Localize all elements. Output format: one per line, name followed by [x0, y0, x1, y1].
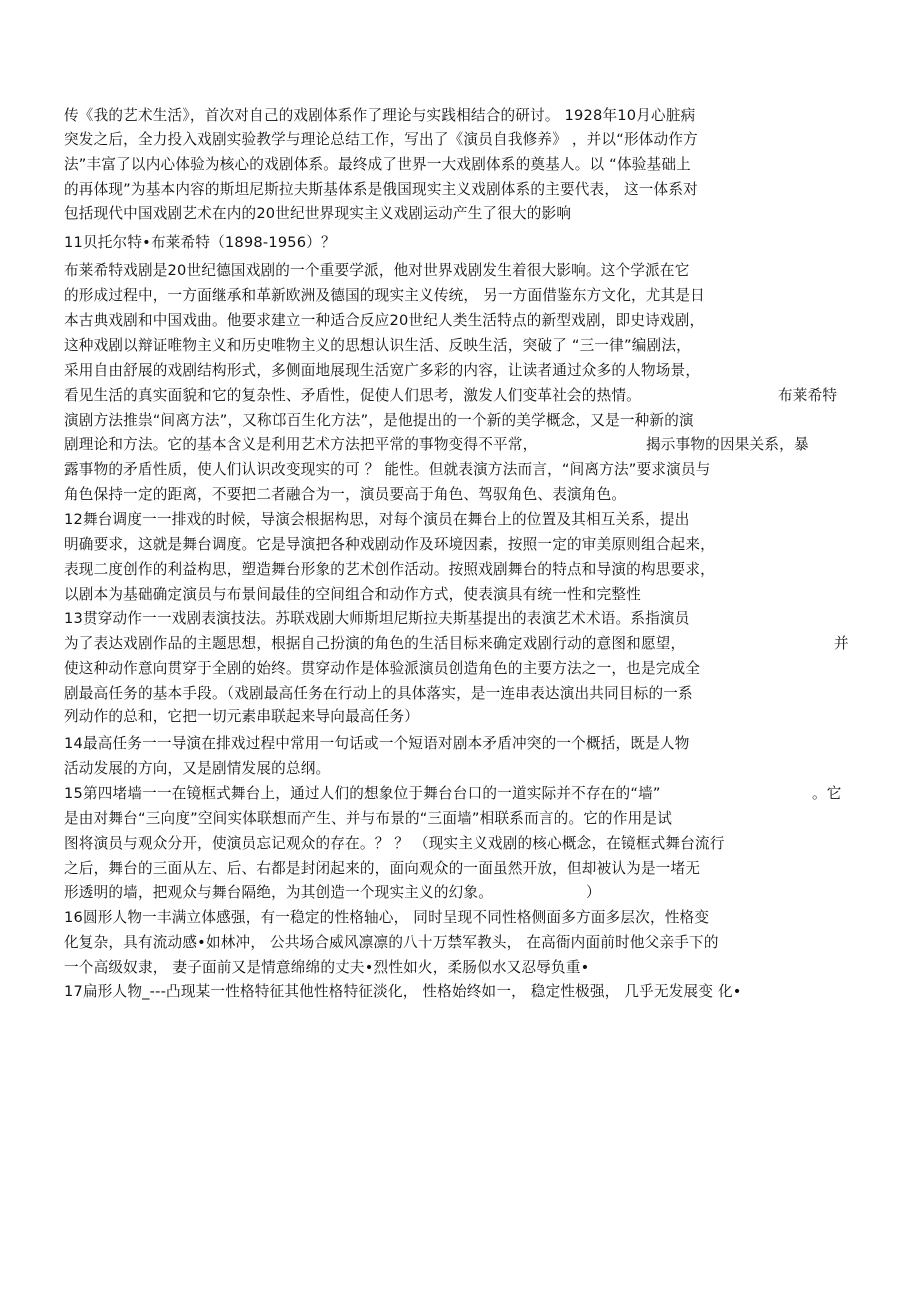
text-line: 17扁形人物_---凸现某一性格特征其他性格特征淡化， 性格始终如一， 稳定性极强， 几乎无发展变 化•: [64, 983, 742, 1000]
text-fragment: 布莱希特: [778, 387, 838, 404]
text-line: [64, 435, 856, 455]
text-line: 的再体现”为基本内容的斯坦尼斯拉夫斯基体系是俄国现实主义戏剧体系的主要代表， 这一体系对: [64, 181, 698, 198]
text-line: 露事物的矛盾性质，使人们认识改变现实的可 ？ 能性。但就表演方法而言，“间离方法”要求演员与: [64, 461, 711, 478]
text-line: 之后，舞台的三面从左、后、右都是封闭起来的，面向观众的一面虽然开放，但却被认为是一堵无: [64, 860, 701, 877]
text-line: [64, 634, 856, 654]
text-line: 突发之后，全力投入戏剧实验教学与理论总结工作，写出了《演员自我修养》 ，并以“形体动作方: [64, 131, 698, 148]
text-line: 是由对舞台“三向度”空间实体联想而产生、并与布景的“三面墙”相联系而言的。它的作用是试: [64, 810, 673, 827]
text-fragment: 形透明的墙，把观众与舞台隔绝，为其创造一个现实主义的幻象。: [64, 884, 494, 901]
text-line: 化复杂，具有流动感•如林冲， 公共场合威风凛凛的八十万禁军教头， 在高衙内面前时他父亲手下的: [64, 934, 719, 951]
text-line: 使这种动作意向贯穿于全剧的始终。贯穿动作是体验派演员创造角色的主要方法之一，也是完成全: [64, 660, 701, 677]
text-line: 采用自由舒展的戏剧结构形式，多侧面地展现生活宽广多彩的内容，让读者通过众多的人物场景，: [64, 362, 701, 379]
section-heading: 11贝托尔特•布莱希特（1898-1956）？: [64, 234, 336, 251]
text-fragment: 揭示事物的因果关系，暴: [646, 436, 809, 453]
text-fragment: 并: [834, 635, 849, 652]
text-fragment: 看见生活的真实面貌和它的复杂性、矛盾性，促使人们思考，激发人们变革社会的热情。: [64, 387, 641, 404]
text-line: 法”丰富了以内心体验为核心的戏剧体系。最终成了世界一大戏剧体系的奠基人。以 “体验基础上: [64, 156, 691, 173]
text-fragment: 剧理论和方法。它的基本含义是利用艺术方法把平常的事物变得不平常，: [64, 436, 538, 453]
text-line: 传《我的艺术生活》，首次对自己的戏剧体系作了理论与实践相结合的研讨。 1928年10月心脏病: [64, 107, 696, 124]
text-line: 13贯穿动作一一戏剧表演技法。苏联戏剧大师斯坦尼斯拉夫斯基提出的表演艺术术语。系指演员: [64, 610, 690, 627]
text-line: 图将演员与观众分开，使演员忘记观众的存在。？ ？ （现实主义戏剧的核心概念，在镜框式舞台流行: [64, 835, 725, 852]
text-line: 的形成过程中，一方面继承和革新欧洲及德国的现实主义传统， 另一方面借鉴东方文化，尤其是日: [64, 287, 705, 304]
text-line: 这种戏剧以辩证唯物主义和历史唯物主义的思想认识生活、反映生活，突破了 “三一律”编剧法，: [64, 337, 691, 354]
text-line: 角色保持一定的距离，不要把二者融合为一，演员要高于角色、驾驭角色、表演角色。: [64, 486, 627, 503]
text-line: [64, 883, 856, 903]
text-line: [64, 386, 856, 406]
text-fragment: 。它: [812, 785, 842, 802]
text-fragment: ）: [586, 884, 601, 901]
text-line: 表现二度创作的利益构思，塑造舞台形象的艺术创作活动。按照戏剧舞台的特点和导演的构思要求，: [64, 561, 715, 578]
text-line: 明确要求，这就是舞台调度。它是导演把各种戏剧动作及环境因素，按照一定的审美原则组合起来，: [64, 536, 715, 553]
text-line: 演剧方法推祟“间离方法”，又称邙百生化方法”，是他提出的一个新的美学概念，又是一种新的演: [64, 412, 694, 429]
text-line: 16圆形人物一丰满立体感强，有一稳定的性格轴心， 同时呈现不同性格侧面多方面多层次，性格变: [64, 909, 710, 926]
text-fragment: 为了表达戏剧作品的主题思想，根据自己扮演的角色的生活目标来确定戏剧行动的意图和愿望，: [64, 635, 686, 652]
text-line: 包括现代中国戏剧艺术在内的20世纪世界现实主义戏剧运动产生了很大的影响: [64, 205, 572, 222]
text-line: 12舞台调度一一排戏的时候，导演会根据构思，对每个演员在舞台上的位置及其相互关系，提出: [64, 511, 690, 528]
text-line: 本古典戏剧和中国戏曲。他要求建立一种适合反应20世纪人类生活特点的新型戏剧，即史诗戏剧，: [64, 312, 705, 329]
text-line: 布莱希特戏剧是20世纪德国戏剧的一个重要学派，他对世界戏剧发生着很大影响。这个学派在它: [64, 262, 690, 279]
text-line: 一个高级奴隶， 妻子面前又是情意绵绵的丈夫•烈性如火，柔肠似水又忍辱负重•: [64, 959, 590, 976]
text-line: 活动发展的方向，又是剧情发展的总纲。: [64, 760, 331, 777]
text-line: 14最高任务一一导演在排戏过程中常用一句话或一个短语对剧本矛盾冲突的一个概括，既是人物: [64, 735, 690, 752]
text-line: [64, 784, 856, 804]
text-fragment: 15第四堵墙一一在镜框式舞台上，通过人们的想象位于舞台台口的一道实际并不存在的“墙”: [64, 785, 661, 802]
text-line: 以剧本为基础确定演员与布景间最佳的空间组合和动作方式，使表演具有统一性和完整性: [64, 586, 641, 603]
text-line: 列动作的总和，它把一切元素串联起来导向最高任务）: [64, 708, 420, 725]
text-line: 剧最高任务的基本手段。（戏剧最高任务在行动上的具体落实，是一连串表达演出共同目标的一系: [64, 685, 693, 702]
